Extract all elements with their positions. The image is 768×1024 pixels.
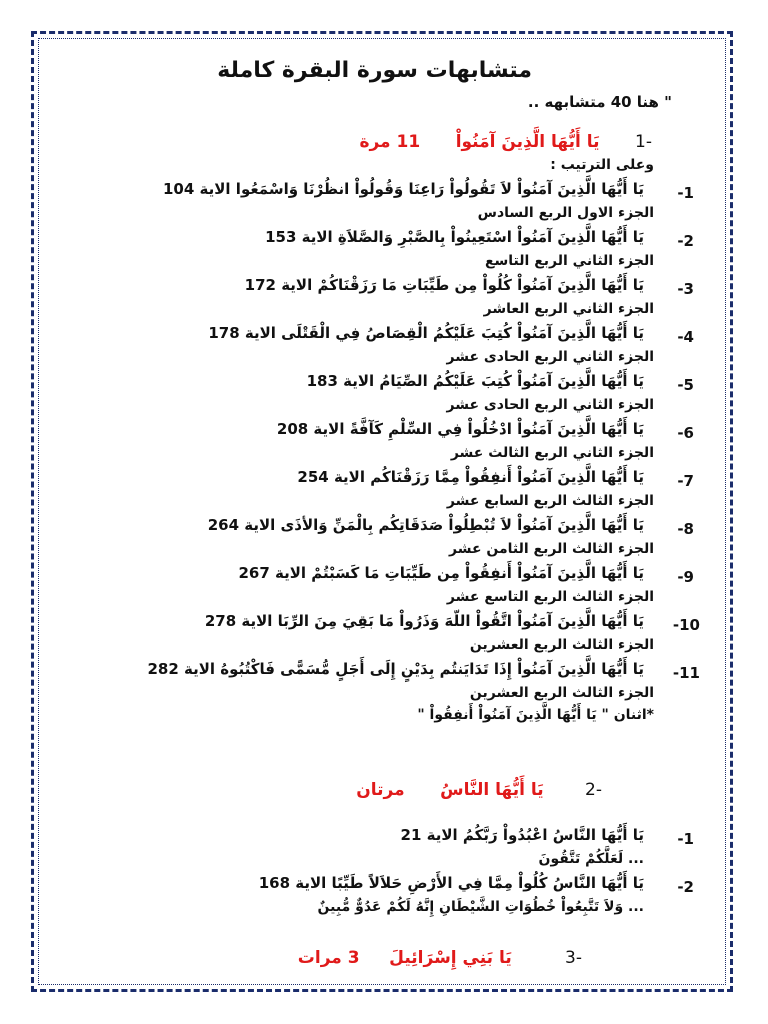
item-number: -6 <box>677 424 694 442</box>
verse-line: يَا أَيُّهَا الَّذِينَ آمَنُواْ لاَ تُبْطِلُواْ صَدَقَاتِكُم بِالْمَنِّ وَالأذَى الاية 264 <box>207 516 644 534</box>
item-number: -7 <box>677 472 694 490</box>
section-2-heading <box>356 782 602 799</box>
section-2-phrase: يَا أَيُّهَا النَّاسُ <box>440 780 544 800</box>
section-3-count: 3 مرات <box>297 948 360 968</box>
count-note: " هنا 40 متشابهه .. <box>527 93 672 111</box>
section-2-number: -2 <box>585 780 602 800</box>
juz-line: الجزء الثالث الربع الثامن عشر <box>448 541 654 557</box>
juz-line: الجزء الثاني الربع الحادى عشر <box>446 397 654 413</box>
verse-continuation: ... لَعَلَّكُمْ تَتَّقُونَ <box>538 851 644 867</box>
verse-line: يَا أَيُّهَا الَّذِينَ آمَنُواْ اتَّقُواْ اللّهَ وَذَرُواْ مَا بَقِيَ مِنَ الرِّبَا الاية 278 <box>204 612 644 630</box>
item-number: -4 <box>677 328 694 346</box>
section-3-number: -3 <box>565 948 582 968</box>
item-number: -8 <box>677 520 694 538</box>
juz-line: الجزء الثاني الربع الثالث عشر <box>450 445 654 461</box>
section-3-phrase: يَا بَنِي إِسْرَائِيلَ <box>389 948 512 968</box>
verse-line: يَا أَيُّهَا الَّذِينَ آمَنُواْ أَنفِقُواْ مِمَّا رَزَقْنَاكُم الاية 254 <box>297 468 644 486</box>
section-3-heading <box>298 950 582 967</box>
document-body <box>40 40 702 980</box>
juz-line: الجزء الثالث الربع العشرين <box>469 685 654 701</box>
juz-line: الجزء الثالث الربع العشرين <box>469 637 654 653</box>
juz-line: الجزء الثالث الربع السابع عشر <box>446 493 654 509</box>
verse-line: يَا أَيُّهَا الَّذِينَ آمَنُواْ كُتِبَ عَلَيْكُمُ الْقِصَاصُ فِي الْقَتْلَى الاية 178 <box>208 324 644 342</box>
section-1-phrase: يَا أَيُّهَا الَّذِينَ آمَنُواْ <box>455 132 600 152</box>
verse-continuation: ... وَلاَ تَتَّبِعُواْ خُطُوَاتِ الشَّيْطَانِ إِنَّهُ لَكُمْ عَدُوٌّ مُّبِينٌ <box>317 899 644 915</box>
verse-line: يَا أَيُّهَا النَّاسُ اعْبُدُواْ رَبَّكُمُ الاية 21 <box>400 826 644 844</box>
juz-line: الجزء الثالث الربع التاسع عشر <box>446 589 654 605</box>
verse-line: يَا أَيُّهَا الَّذِينَ آمَنُواْ كُتِبَ عَلَيْكُمُ الصِّيَامُ الاية 183 <box>306 372 644 390</box>
verse-line: يَا أَيُّهَا الَّذِينَ آمَنُواْ لاَ تَقُولُواْ رَاعِنَا وَقُولُواْ انظُرْنَا وَاسْمَعُوا الاية 104 <box>163 180 644 198</box>
juz-line: الجزء الثاني الربع العاشر <box>483 301 654 317</box>
juz-line: الجزء الاول الربع السادس <box>477 205 654 221</box>
section-1-heading <box>359 134 652 151</box>
item-number: -9 <box>677 568 694 586</box>
verse-line: يَا أَيُّهَا الَّذِينَ آمَنُواْ كُلُواْ مِن طَيِّبَاتِ مَا رَزَقْنَاكُمْ الاية 172 <box>244 276 644 294</box>
section-1-number: -1 <box>635 132 652 152</box>
juz-line: الجزء الثاني الربع الحادى عشر <box>446 349 654 365</box>
item-number: -11 <box>672 664 700 682</box>
item-number: -3 <box>677 280 694 298</box>
verse-line: يَا أَيُّهَا الَّذِينَ آمَنُواْ اسْتَعِينُواْ بِالصَّبْرِ وَالصَّلاَةِ الاية 153 <box>265 228 644 246</box>
juz-line: الجزء الثاني الربع التاسع <box>484 253 654 269</box>
item-number: -1 <box>677 830 694 848</box>
page-title: متشابهات سورة البقرة كاملة <box>217 58 532 83</box>
item-number: -1 <box>677 184 694 202</box>
order-label: وعلى الترتيب : <box>550 157 654 173</box>
item-number: -2 <box>677 878 694 896</box>
verse-line: يَا أَيُّهَا الَّذِينَ آمَنُواْ أَنفِقُواْ مِن طَيِّبَاتِ مَا كَسَبْتُمْ الاية 267 <box>238 564 644 582</box>
verse-line: يَا أَيُّهَا الَّذِينَ آمَنُواْ إِذَا تَدَايَنتُم بِدَيْنٍ إِلَى أَجَلٍ مُّسَمًّى فَاكْتُبُوهُ الاية 282 <box>147 660 644 678</box>
item-number: -5 <box>677 376 694 394</box>
footnote: *اثنان " يَا أَيُّهَا الَّذِينَ آمَنُواْ أَنفِقُواْ " <box>417 707 654 723</box>
verse-line: يَا أَيُّهَا الَّذِينَ آمَنُواْ ادْخُلُواْ فِي السِّلْمِ كَآفَّةً الاية 208 <box>276 420 644 438</box>
section-1-count: 11 مرة <box>359 132 421 152</box>
section-2-count: مرتان <box>356 780 405 800</box>
item-number: -10 <box>672 616 700 634</box>
item-number: -2 <box>677 232 694 250</box>
verse-line: يَا أَيُّهَا النَّاسُ كُلُواْ مِمَّا فِي الأَرْضِ حَلاَلاً طَيِّبًا الاية 168 <box>258 874 644 892</box>
